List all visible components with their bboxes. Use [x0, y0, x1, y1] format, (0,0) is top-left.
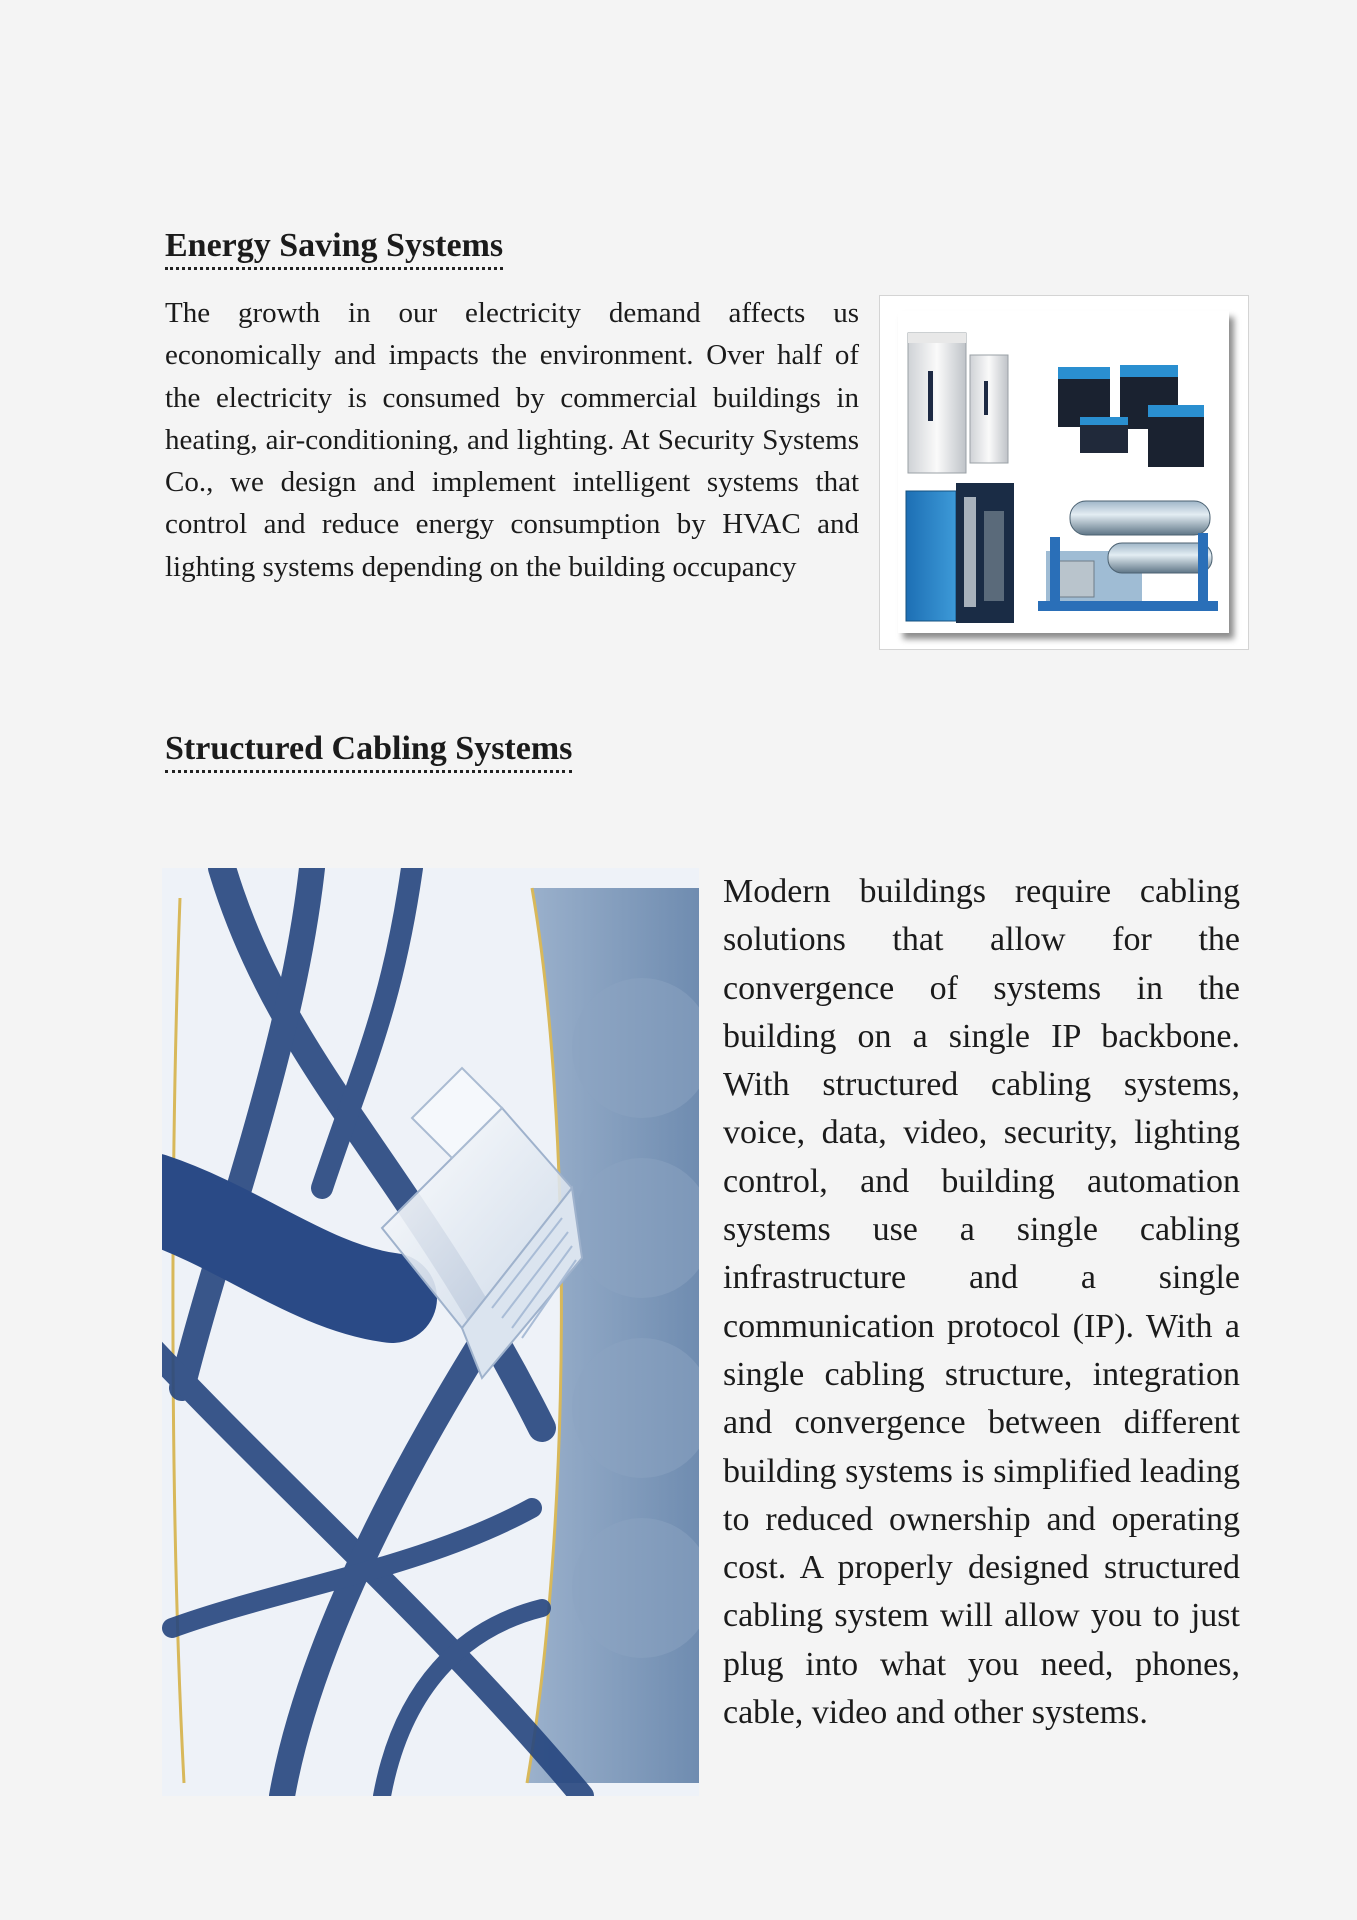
energy-section-heading: Energy Saving Systems	[165, 226, 503, 270]
cabling-section-heading: Structured Cabling Systems	[165, 729, 572, 773]
energy-section-paragraph: The growth in our electricity demand affects us economically and impacts the environment. Over half of the electricity is consumed by commercial buildings in heating, air-conditioning, and lighting. At Security Systems Co., we design and implement intelligent systems that control and reduce energy consumption by HVAC and lighting systems depending on the building occupancy	[165, 297, 859, 583]
network-cable-image	[162, 868, 699, 1796]
network-cable-icon	[162, 868, 699, 1796]
hvac-equipment-image	[879, 295, 1249, 650]
cabling-section-paragraph: Modern buildings require cabling solutions that allow for the convergence of systems in the building on a single IP backbone. With structured cabling systems, voice, data, video, security, lighting control, and building automation systems use a single cabling infrastructure and a single communication protocol (IP). With a single cabling structure, integration and convergence between different building systems is simplified leading to reduced ownership and operating cost. A properly designed structured cabling system will allow you to just plug into what you need, phones, cable, video and other systems.	[723, 873, 1240, 1732]
hvac-equipment-icon	[898, 311, 1229, 633]
